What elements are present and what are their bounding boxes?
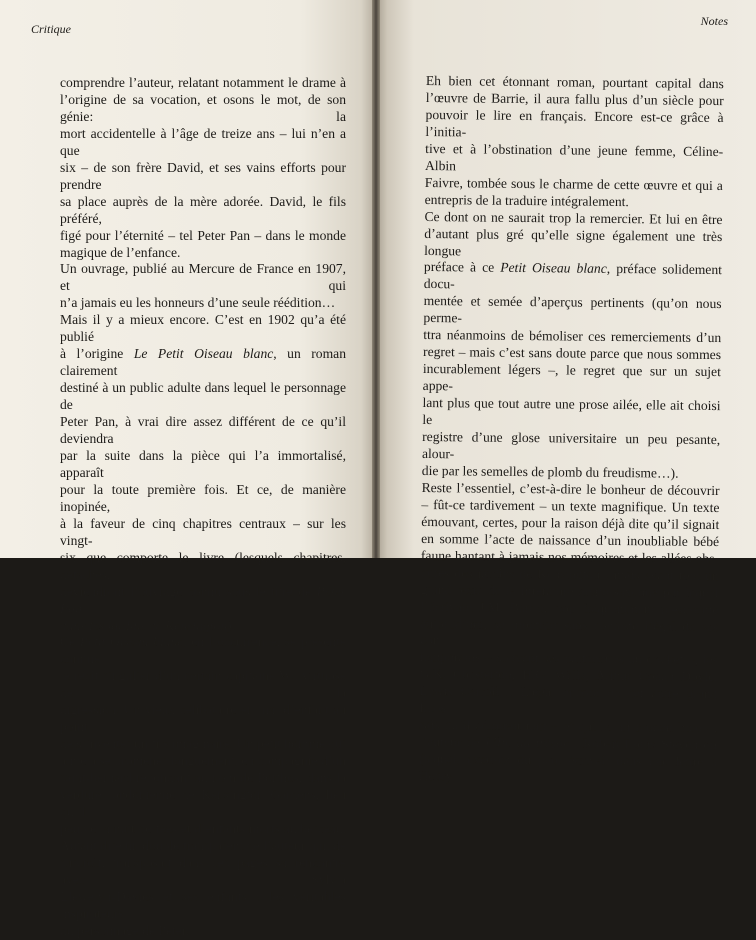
right-page-text-line: aujourd’hui, se montrait sans conteste l’égal de ses con- <box>419 615 719 648</box>
left-page-text-line: Un ouvrage, publié au Mercure de France en 1907, et qui <box>60 261 346 294</box>
running-head-left: Critique <box>31 22 72 36</box>
left-page-text-line: Autant dire un double transparent de l’auteur qui, de <box>60 837 346 853</box>
left-page-text-line: six – de son frère David, et ses vains efforts pour prendre <box>60 159 346 192</box>
right-page-text-line: Ce dont on ne saurait trop la remercier. Et lui en être <box>424 208 723 227</box>
right-page-text-line: ttra néanmoins de bémoliser ces remerciements d’un <box>423 327 722 346</box>
right-page-text-line: grand texte de la littérature anglo-saxonne par lequel <box>420 581 719 600</box>
right-page-text-line: incurablement légers –, le regret que sur un sujet appe- <box>422 361 721 394</box>
right-page-text-line: lant plus que tout autre une prose ailée, elle ait choisi le <box>422 395 721 428</box>
right-page-text-line: (lequel, excusez du peu, écrivait dans une lettre à Henry <box>418 751 717 784</box>
right-page-text-line: die par les semelles de plomb du freudisme…). <box>421 462 679 481</box>
left-page-text-line: à l’origine Le Petit Oiseau blanc, un roman clairement <box>60 346 346 379</box>
right-page-text-line: regret – mais c’est sans doute parce que nous sommes <box>423 344 722 363</box>
left-page-text-line: de s’inventer un fils imaginaire. Un petit homme qui <box>60 736 346 752</box>
right-page-text-line: entrepris de la traduire intégralement. <box>424 191 629 209</box>
left-page-text-line: verdure londonienne de Kensington Gardens, lieu qu’il <box>60 787 346 819</box>
right-page-body <box>419 73 724 788</box>
left-page-text-line: deviendront l’ouvrage connu sous le titre de Peter Pan <box>60 583 346 616</box>
left-page-text-line: du personnage de Peter. <box>60 922 190 938</box>
right-page-text-line: tive et à l’obstination d’une jeune femme, Céline-Albin <box>424 140 724 174</box>
left-page-body <box>60 75 346 940</box>
left-page-text-line: Ce Petit Oiseau blanc, en l’occurrence, se présente comme <box>60 634 347 667</box>
left-page-text-line: n’a jamais eu les honneurs d’une seule réédition… <box>60 295 336 311</box>
right-page-text-line: émouvant, certes, pour la raison déjà dite qu’il signait <box>421 513 720 532</box>
running-head-right: Notes <box>700 14 728 28</box>
right-page-text-line: d’autant plus gré qu’elle signe également une très longue <box>424 225 723 258</box>
left-page-text-line: le récit singulier d’un certain capitaine W., virtuose de la <box>60 668 346 701</box>
right-page-text-line: l’auteur de L’Île au trésor : Robert-Louis Stevenson <box>418 734 718 753</box>
right-page-text-line: pouvoir le lire en français. Encore est-ce grâce à l’initia- <box>425 106 724 140</box>
left-page-text-line: l’origine de sa vocation, et osons le mot, de son génie: la <box>60 91 346 124</box>
left-page-text-line: figé pour l’éternité – tel Peter Pan – dans le monde <box>60 227 346 243</box>
book-gutter <box>372 0 380 558</box>
right-page-text-line: Lewis Carroll… L’égal encore de cet autre grand Écos- <box>419 683 718 716</box>
left-page-text-line: peuple la nuit de fées et d’enfants morts au berceau. <box>60 820 346 836</box>
left-page-text-line: comprendre l’auteur, relatant notamment le drame à <box>60 75 346 90</box>
right-page-text-line: Faivre, tombée sous le charme de cette œuvre et qui a <box>424 174 723 193</box>
right-page-text-line: Eh bien cet étonnant roman, pourtant capital dans <box>425 73 724 92</box>
right-page-text-line: temporains – souvent ses partenaires au cricket –, les <box>419 649 718 668</box>
right-page-text-line: en somme l’acte de naissance d’un inoubliable bébé <box>421 530 720 549</box>
right-page-text-line: l’écrivain J.M. Barrie, trop fréquemment mésestimé <box>420 598 719 617</box>
right-page-text-line: faune hantant à jamais nos mémoires et les allées obs- <box>420 547 720 566</box>
left-page <box>0 0 376 938</box>
left-page-text-line: aime à se promener longuement, en compagnie d’un <box>60 753 346 769</box>
left-page-text-line: magique de l’enfance. <box>60 244 181 260</box>
left-page-text-line: Peter Pan, à vrai dire assez différent de ce qu’il deviendra <box>60 414 346 447</box>
left-page-text-line: pour la toute première fois. Et ce, de manière inopinée, <box>60 481 346 514</box>
right-page-text-line: mentée et semée d’aperçus pertinents (qu’on nous perme- <box>423 293 722 326</box>
left-page-text-line: six que comporte le livre (lesquels chapitres, détachés, <box>60 549 346 582</box>
left-page-text-line: par la suite dans la pièce qui l’a immortalisé, apparaît <box>60 447 346 480</box>
right-page-text-line: l’œuvre de Barrie, il aura fallu plus d’un siècle pour <box>425 89 724 109</box>
left-page-text-line: destiné à un public adulte dans lequel le personnage de <box>60 380 346 413</box>
right-page-text-line: Reste l’essentiel, c’est-à-dire le bonheur de découvrir <box>421 479 720 498</box>
right-page-text-line: sais qu’il admirait tant – et qui le lui rendait bien –, <box>419 717 718 736</box>
left-page-text-line: à la faveur de cinq chapitres centraux – sur les vingt- <box>60 515 346 548</box>
right-page-text-line: cures des jardins de Kensington ; mais avant tout un <box>420 564 719 583</box>
right-page <box>376 0 756 784</box>
right-page-text-line: – fût-ce tardivement – un texte magnifique. Un texte <box>421 496 720 515</box>
right-page-text-line: registre d’une glose universitaire un peu pesante, alour- <box>421 428 721 462</box>
left-page-text-line: sa place auprès de la mère adorée. David, le fils préféré, <box>60 193 346 226</box>
left-page-text-line: digression. Un vieux célibataire en mal d’enfant au point <box>60 702 346 735</box>
left-page-text-line: Mais il y a mieux encore. C’est en 1902 qu’a été publié <box>60 312 346 345</box>
right-page-text-line: préface à ce Petit Oiseau blanc, préface solidement docu- <box>423 259 723 292</box>
right-page-text-line: G.K. Chesterton, H.G. Wells, Arthur Conan Doyle, <box>419 666 718 685</box>
left-page-text-line: mort accidentelle à l’âge de treize ans – lui n’en a que <box>60 125 346 158</box>
left-page-text-line: saint-bernard répondant au nom de Porthos, dans la <box>60 770 346 786</box>
left-page-text-line: surcroît, transposait dans ces pages sa rencontre avec Sylvia <box>60 854 346 887</box>
left-page-text-line: Llewelyn-Davies et ses enfants : les véritables inspirateurs <box>60 888 346 921</box>
left-page-text-line: dans les jardins de Kensington). <box>60 617 236 633</box>
